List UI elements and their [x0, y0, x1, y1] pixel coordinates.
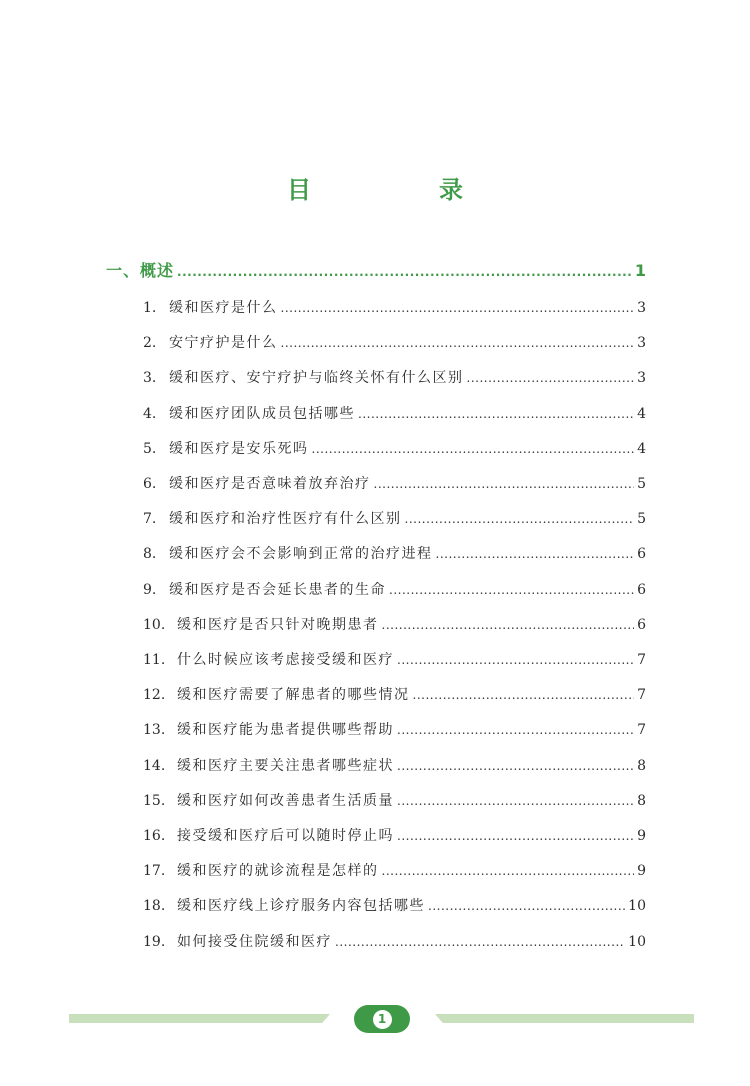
toc-item-number: 5.: [143, 440, 157, 457]
toc-item[interactable]: [143, 790, 646, 810]
toc-item-page: 7: [637, 687, 646, 704]
toc-item-label: 缓和医疗是什么: [169, 300, 278, 316]
toc-item-number: 14.: [143, 757, 166, 774]
toc-item-number: 4.: [143, 405, 157, 422]
toc-item-label: 缓和医疗线上诊疗服务内容包括哪些: [177, 898, 425, 915]
toc-item-number: 15.: [143, 792, 166, 809]
toc-item-number: 18.: [143, 898, 166, 915]
toc-item-number: 12.: [143, 687, 166, 704]
toc-item-number: 9.: [143, 581, 157, 598]
toc-leader-dots: [397, 723, 634, 737]
toc-item-label: 缓和医疗会不会影响到正常的治疗进程: [169, 546, 433, 563]
toc-leader-dots: [436, 547, 635, 561]
toc-item-number: 16.: [143, 828, 166, 844]
toc-item-label: 安宁疗护是什么: [169, 335, 278, 352]
toc-item-label: 缓和医疗和治疗性医疗有什么区别: [169, 511, 402, 528]
toc-item-label: 接受缓和医疗后可以随时停止吗: [177, 828, 394, 844]
toc-item-label: 缓和医疗、安宁疗护与临终关怀有什么区别: [169, 370, 464, 387]
toc-item[interactable]: [143, 543, 646, 563]
footer-bar-left: [69, 1014, 330, 1023]
toc-item-number: 17.: [143, 863, 166, 880]
toc-item[interactable]: [143, 860, 646, 880]
toc-leader-dots: [397, 829, 634, 843]
toc-item-page: 9: [637, 863, 646, 880]
toc-item-label: 缓和医疗主要关注患者哪些症状: [177, 757, 394, 774]
toc-item-label: 缓和医疗是否意味着放弃治疗: [169, 476, 371, 492]
toc-leader-dots: [389, 583, 634, 597]
toc-item[interactable]: [143, 614, 646, 634]
toc-section-overview[interactable]: [106, 258, 646, 281]
toc-item-page: 4: [637, 405, 646, 422]
page-title: 目 录: [287, 176, 515, 204]
toc-item-label: 缓和医疗是否只针对晚期患者: [177, 616, 379, 633]
toc-item[interactable]: [143, 403, 646, 423]
toc-leader-dots: [467, 371, 635, 385]
toc-item[interactable]: [143, 297, 646, 317]
toc-item-number: 3.: [143, 370, 157, 387]
page-number: 1: [373, 1010, 392, 1029]
toc-item-number: 6.: [143, 476, 157, 492]
toc-leader-dots: [312, 442, 635, 456]
toc-item[interactable]: [143, 438, 646, 458]
toc-item-label: 缓和医疗是安乐死吗: [169, 440, 309, 457]
page-footer: [0, 1004, 750, 1034]
toc-leader-dots: [413, 688, 635, 702]
toc-item[interactable]: [143, 719, 646, 739]
toc-leader-dots: [374, 477, 635, 491]
toc-item-page: 5: [637, 476, 646, 492]
toc-leader-dots: [397, 794, 634, 808]
page-number-badge: [354, 1005, 410, 1033]
toc-item[interactable]: [143, 473, 646, 493]
toc-leader-dots: [405, 512, 635, 526]
toc-item-page: 8: [637, 757, 646, 774]
toc-item[interactable]: [143, 895, 646, 915]
toc-item-page: 10: [628, 898, 646, 915]
toc-item-page: 3: [637, 300, 646, 316]
toc-item-page: 6: [637, 581, 646, 598]
toc-item-number: 10.: [143, 616, 166, 633]
toc-item[interactable]: [143, 825, 646, 845]
footer-bar-right: [435, 1014, 694, 1023]
toc-item-page: 7: [637, 652, 646, 668]
toc-leader-dots: [382, 618, 635, 632]
toc-item-number: 19.: [143, 933, 166, 950]
toc-item-number: 1.: [143, 300, 157, 316]
toc-item-page: 4: [637, 440, 646, 457]
toc-item-page: 10: [628, 933, 646, 950]
toc-item-number: 11.: [143, 652, 166, 668]
toc-leader-dots: [397, 759, 634, 773]
toc-leader-dots: [358, 407, 634, 421]
toc-item-label: 缓和医疗如何改善患者生活质量: [177, 792, 394, 809]
toc-item[interactable]: [143, 755, 646, 775]
toc-item-label: 缓和医疗团队成员包括哪些: [169, 405, 355, 422]
toc-item[interactable]: [143, 684, 646, 704]
toc-item-label: 缓和医疗能为患者提供哪些帮助: [177, 722, 394, 739]
toc-item-page: 5: [637, 511, 646, 528]
toc-item-label: 缓和医疗是否会延长患者的生命: [169, 581, 386, 598]
toc-item-number: 2.: [143, 335, 157, 352]
toc-item-label: 缓和医疗的就诊流程是怎样的: [177, 863, 379, 880]
toc-item[interactable]: [143, 931, 646, 951]
toc-leader-dots: [428, 899, 625, 913]
toc-item-page: 3: [637, 335, 646, 352]
toc-item-page: 6: [637, 616, 646, 633]
toc-section-page: 1: [634, 261, 646, 280]
toc-item-number: 8.: [143, 546, 157, 563]
toc-item-page: 8: [637, 792, 646, 809]
toc-leader-dots: [335, 935, 625, 949]
toc-item-number: 7.: [143, 511, 157, 528]
toc-item[interactable]: [143, 579, 646, 599]
toc-item[interactable]: [143, 649, 646, 669]
toc-item-number: 13.: [143, 722, 166, 739]
toc-item[interactable]: [143, 508, 646, 528]
toc-item-page: 7: [637, 722, 646, 739]
toc-item-label: 缓和医疗需要了解患者的哪些情况: [177, 687, 410, 704]
toc-item-label: 如何接受住院缓和医疗: [177, 933, 332, 950]
toc-leader-dots: [397, 653, 634, 667]
toc-item-page: 6: [637, 546, 646, 563]
toc-item[interactable]: [143, 367, 646, 387]
toc-item-page: 3: [637, 370, 646, 387]
toc-item[interactable]: [143, 332, 646, 352]
toc-section-label: 一、概述: [106, 261, 175, 280]
toc-leader-dots: [382, 864, 635, 878]
toc-item-label: 什么时候应该考虑接受缓和医疗: [177, 652, 394, 668]
toc-leader-dots: [281, 301, 635, 315]
toc-leader-dots: [177, 265, 632, 279]
toc-item-page: 9: [637, 828, 646, 844]
toc-leader-dots: [281, 336, 635, 350]
